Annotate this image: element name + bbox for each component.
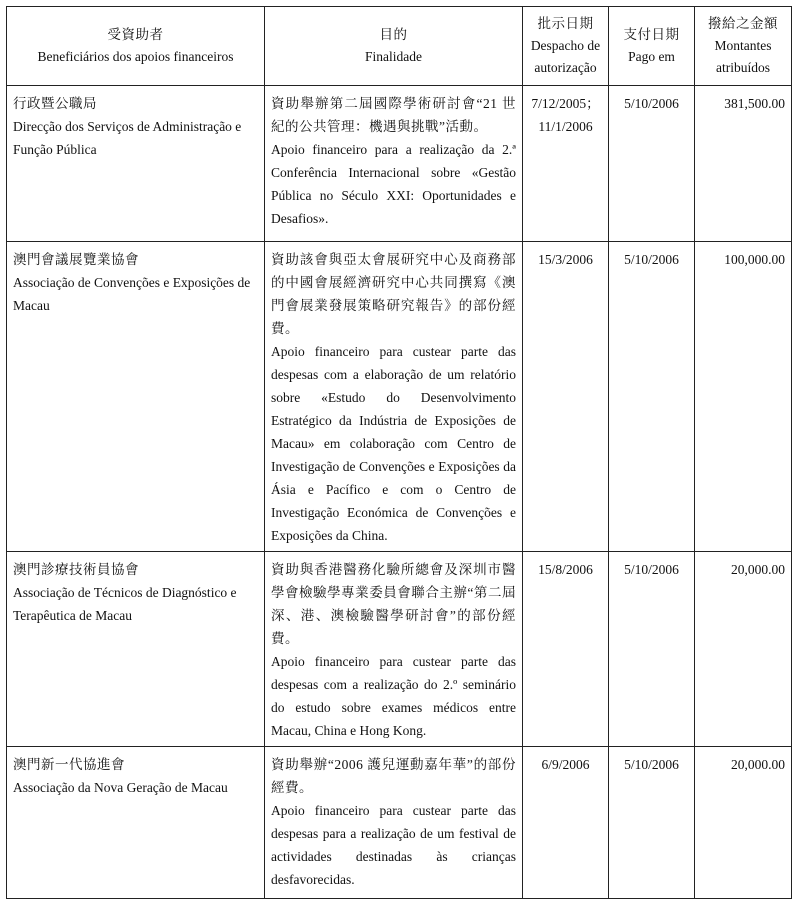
payment-date-cell: 5/10/2006 [609, 747, 695, 899]
financial-support-page [6, 6, 791, 899]
table-row [7, 86, 792, 242]
amount-cell: 20,000.00 [695, 747, 792, 899]
beneficiary-cell: 行政暨公職局 Direcção dos Serviços de Administração e Função Pública [7, 86, 265, 242]
authorization-date-cell: 15/3/2006 [523, 242, 609, 552]
purpose-cell: 資助舉辦第二屆國際學術研討會“21 世紀的公共管理：機遇與挑戰”活動。 Apoio financeiro para a realização da 2.ª Conferência Internacional sobre «Gestão Pública no Século XXI: Oportunidades e Desafios». [265, 86, 523, 242]
beneficiary-cell: 澳門新一代協進會 Associação da Nova Geração de Macau [7, 747, 265, 899]
payment-date-cell: 5/10/2006 [609, 86, 695, 242]
payment-date-cell: 5/10/2006 [609, 242, 695, 552]
table-row [7, 242, 792, 552]
table-row [7, 747, 792, 899]
payment-date-cell: 5/10/2006 [609, 552, 695, 747]
beneficiary-cell: 澳門診療技術員協會 Associação de Técnicos de Diagnóstico e Terapêutica de Macau [7, 552, 265, 747]
beneficiary-cell: 澳門會議展覽業協會 Associação de Convenções e Exposições de Macau [7, 242, 265, 552]
amount-cell: 381,500.00 [695, 86, 792, 242]
table-header-row [7, 7, 792, 86]
header-payment: 支付日期 Pago em [609, 7, 695, 86]
header-authorization: 批示日期 Despacho de autorização [523, 7, 609, 86]
authorization-date-cell: 6/9/2006 [523, 747, 609, 899]
authorization-date-cell: 7/12/2005； 11/1/2006 [523, 86, 609, 242]
purpose-cell: 資助該會與亞太會展研究中心及商務部的中國會展經濟研究中心共同撰寫《澳門會展業發展策略研究報告》的部份經費。 Apoio financeiro para custear parte das despesas com a elaboração de um relatório sobre «Estudo do Desenvolvimento Estratégico da Indústria de Exposições de Macau» em colaboração com Centro de Investigação de Convenções e Exposições da Ásia e Pacífico e com o Centro de Investigação Económica de Convenções e Exposições da China. [265, 242, 523, 552]
financial-support-table [6, 6, 792, 899]
amount-cell: 20,000.00 [695, 552, 792, 747]
header-beneficiary: 受資助者 Beneficiários dos apoios financeiros [7, 7, 265, 86]
header-purpose: 目的 Finalidade [265, 7, 523, 86]
authorization-date-cell: 15/8/2006 [523, 552, 609, 747]
amount-cell: 100,000.00 [695, 242, 792, 552]
header-amount: 撥給之金額 Montantes atribuídos [695, 7, 792, 86]
table-row [7, 552, 792, 747]
purpose-cell: 資助舉辦“2006 護兒運動嘉年華”的部份經費。 Apoio financeiro para custear parte das despesas para a realização de um festival de actividades destinadas às crianças desfavorecidas. [265, 747, 523, 899]
purpose-cell: 資助與香港醫務化驗所總會及深圳市醫學會檢驗學專業委員會聯合主辦“第二屆深、港、澳檢驗醫學研討會”的部份經費。 Apoio financeiro para custear parte das despesas com a realização do 2.º seminário do estudo sobre exames médicos entre Macau, China e Hong Kong. [265, 552, 523, 747]
